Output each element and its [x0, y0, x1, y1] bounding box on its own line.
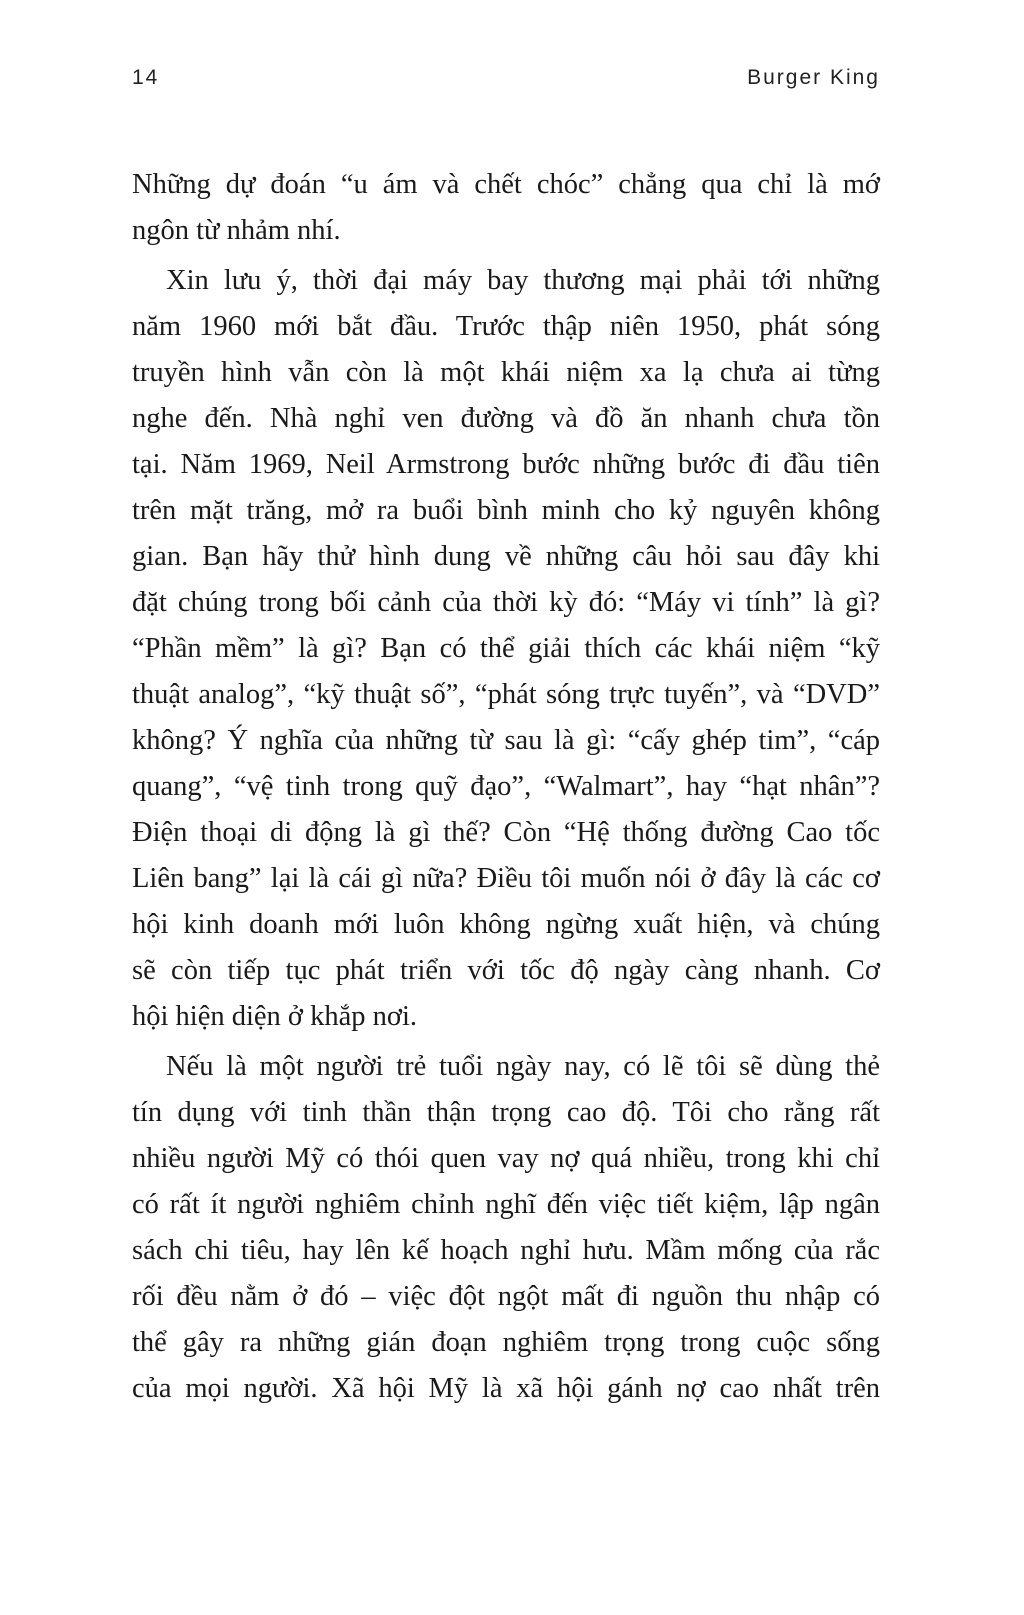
- text-line: sách chi tiêu, hay lên kế hoạch nghỉ hưu. Mầm mống của rắc: [132, 1235, 880, 1266]
- text-line: có rất ít người nghiêm chỉnh nghĩ đến việc tiết kiệm, lập ngân: [132, 1189, 880, 1220]
- paragraph-2: [132, 258, 880, 1040]
- text-line: nghe đến. Nhà nghỉ ven đường và đồ ăn nhanh chưa tồn: [132, 403, 880, 434]
- text-line: sẽ còn tiếp tục phát triển với tốc độ ngày càng nhanh. Cơ: [132, 955, 880, 986]
- text-line: truyền hình vẫn còn là một khái niệm xa lạ chưa ai từng: [132, 357, 880, 388]
- text-line: ngôn từ nhảm nhí.: [132, 215, 341, 246]
- text-line: hội kinh doanh mới luôn không ngừng xuất hiện, và chúng: [132, 909, 880, 940]
- body-text: [132, 162, 880, 1412]
- text-line: tín dụng với tinh thần thận trọng cao độ. Tôi cho rằng rất: [132, 1097, 880, 1128]
- text-line: quang”, “vệ tinh trong quỹ đạo”, “Walmart”, hay “hạt nhân”?: [132, 771, 880, 802]
- text-line: rối đều nằm ở đó – việc đột ngột mất đi nguồn thu nhập có: [132, 1281, 880, 1312]
- paragraph-3: [132, 1044, 880, 1412]
- text-line: của mọi người. Xã hội Mỹ là xã hội gánh nợ cao nhất trên: [132, 1373, 880, 1404]
- text-line: tại. Năm 1969, Neil Armstrong bước những bước đi đầu tiên: [132, 449, 880, 480]
- text-line: gian. Bạn hãy thử hình dung về những câu hỏi sau đây khi: [132, 541, 880, 572]
- page-number: 14: [132, 66, 160, 89]
- text-line: trên mặt trăng, mở ra buổi bình minh cho kỷ nguyên không: [132, 495, 880, 526]
- text-line: Xin lưu ý, thời đại máy bay thương mại phải tới những: [166, 265, 880, 296]
- running-head: [132, 66, 880, 96]
- text-line: thuật analog”, “kỹ thuật số”, “phát sóng trực tuyến”, và “DVD”: [132, 679, 880, 710]
- text-line: năm 1960 mới bắt đầu. Trước thập niên 1950, phát sóng: [132, 311, 880, 342]
- text-line: “Phần mềm” là gì? Bạn có thể giải thích các khái niệm “kỹ: [132, 633, 880, 664]
- text-line: đặt chúng trong bối cảnh của thời kỳ đó: “Máy vi tính” là gì?: [132, 587, 880, 618]
- paragraph-1: [132, 162, 880, 254]
- book-title: Burger King: [747, 66, 880, 89]
- text-line: nhiều người Mỹ có thói quen vay nợ quá nhiều, trong khi chỉ: [132, 1143, 880, 1174]
- text-line: Nếu là một người trẻ tuổi ngày nay, có lẽ tôi sẽ dùng thẻ: [166, 1051, 880, 1082]
- text-line: Những dự đoán “u ám và chết chóc” chẳng qua chỉ là mớ: [132, 169, 880, 200]
- text-line: hội hiện diện ở khắp nơi.: [132, 1001, 418, 1032]
- text-line: thể gây ra những gián đoạn nghiêm trọng trong cuộc sống: [132, 1327, 880, 1358]
- text-line: Điện thoại di động là gì thế? Còn “Hệ thống đường Cao tốc: [132, 817, 880, 848]
- text-line: không? Ý nghĩa của những từ sau là gì: “cấy ghép tim”, “cáp: [132, 725, 880, 756]
- text-line: Liên bang” lại là cái gì nữa? Điều tôi muốn nói ở đây là các cơ: [132, 863, 880, 894]
